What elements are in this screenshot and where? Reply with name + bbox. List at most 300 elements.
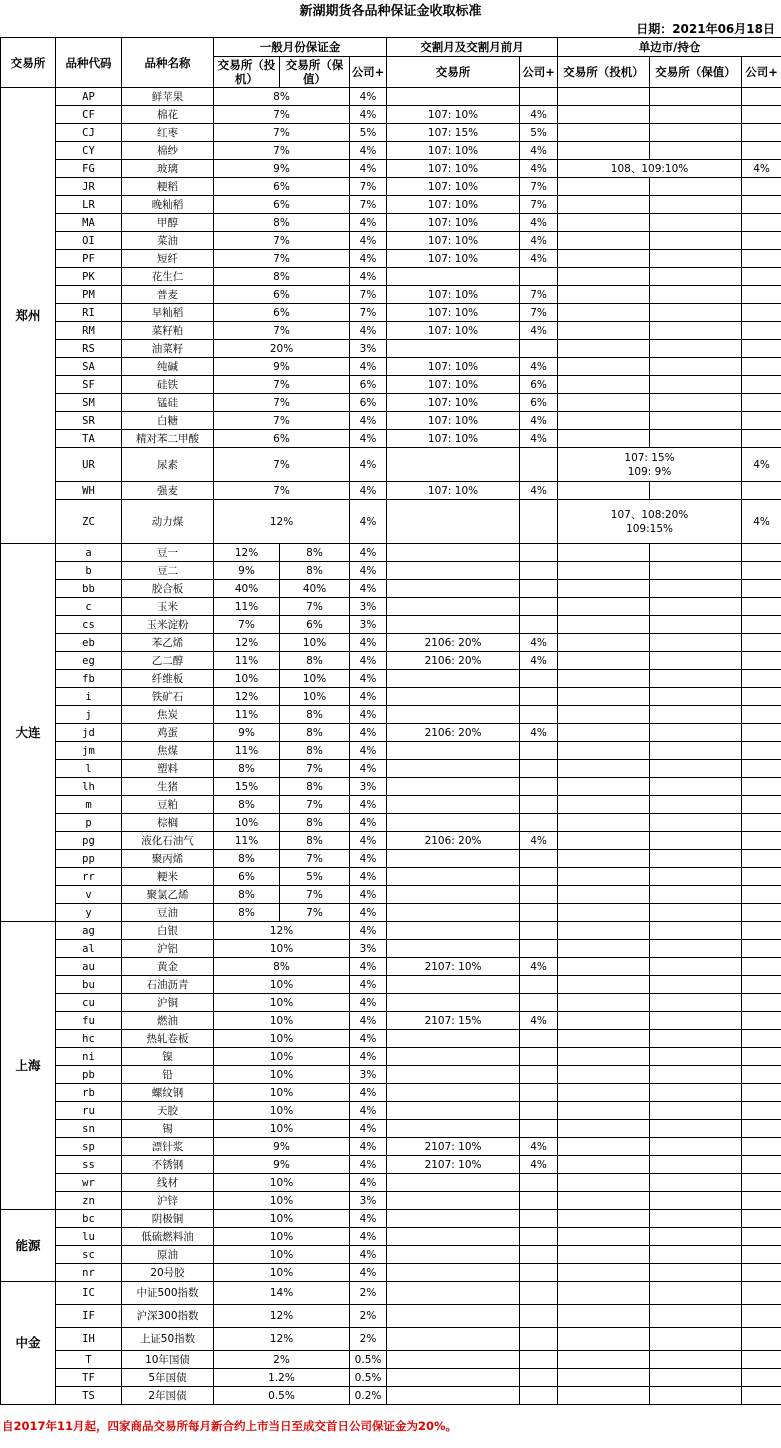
code-cell: WH xyxy=(56,482,122,500)
company-margin-cell: 4% xyxy=(350,796,387,814)
exchange-cell: 大连 xyxy=(1,544,56,922)
table-row xyxy=(1,724,781,742)
unilateral-spec-cell xyxy=(558,544,650,562)
name-cell: 镍 xyxy=(122,1048,214,1066)
table-row xyxy=(1,124,781,142)
spec-margin-cell: 12% xyxy=(214,544,280,562)
spec-margin-cell: 11% xyxy=(214,652,280,670)
delivery-company-cell xyxy=(520,88,558,106)
delivery-company-cell: 7% xyxy=(520,178,558,196)
unilateral-company-cell xyxy=(742,482,781,500)
spec-margin-cell: 11% xyxy=(214,598,280,616)
hedge-margin-cell: 7% xyxy=(280,904,350,922)
delivery-ex-cell xyxy=(387,1030,520,1048)
delivery-ex-cell: 107: 10% xyxy=(387,250,520,268)
general-margin-cell: 6% xyxy=(214,178,350,196)
unilateral-spec-cell xyxy=(558,1138,650,1156)
unilateral-company-cell xyxy=(742,1012,781,1030)
unilateral-spec-cell xyxy=(558,1102,650,1120)
general-margin-cell: 10% xyxy=(214,1228,350,1246)
unilateral-hedge-cell xyxy=(650,430,742,448)
header-code: 品种代码 xyxy=(56,38,122,88)
unilateral-company-cell xyxy=(742,1351,781,1369)
unilateral-hedge-cell xyxy=(650,616,742,634)
name-cell: 液化石油气 xyxy=(122,832,214,850)
company-margin-cell: 4% xyxy=(350,850,387,868)
unilateral-line: 109:15% xyxy=(626,522,673,535)
delivery-ex-cell xyxy=(387,868,520,886)
delivery-company-cell xyxy=(520,448,558,482)
unilateral-spec-cell xyxy=(558,832,650,850)
unilateral-spec-cell xyxy=(558,886,650,904)
table-row xyxy=(1,178,781,196)
header-ex-hedge: 交易所（保值） xyxy=(280,57,350,88)
unilateral-spec-cell xyxy=(558,1192,650,1210)
delivery-ex-cell xyxy=(387,1084,520,1102)
header-uni-ex-spec: 交易所（投机） xyxy=(558,57,650,88)
code-cell: rb xyxy=(56,1084,122,1102)
table-row xyxy=(1,742,781,760)
unilateral-company-cell xyxy=(742,1120,781,1138)
table-row xyxy=(1,634,781,652)
delivery-company-cell xyxy=(520,742,558,760)
spec-margin-cell: 9% xyxy=(214,724,280,742)
delivery-ex-cell xyxy=(387,670,520,688)
unilateral-spec-cell xyxy=(558,796,650,814)
spec-margin-cell: 15% xyxy=(214,778,280,796)
hedge-margin-cell: 8% xyxy=(280,832,350,850)
code-cell: lu xyxy=(56,1228,122,1246)
table-row xyxy=(1,544,781,562)
unilateral-company-cell xyxy=(742,940,781,958)
unilateral-spec-cell xyxy=(558,976,650,994)
code-cell: ZC xyxy=(56,500,122,544)
table-row xyxy=(1,1246,781,1264)
unilateral-spec-cell xyxy=(558,760,650,778)
unilateral-hedge-cell xyxy=(650,482,742,500)
code-cell: fu xyxy=(56,1012,122,1030)
unilateral-hedge-cell xyxy=(650,1138,742,1156)
delivery-company-cell xyxy=(520,904,558,922)
hedge-margin-cell: 8% xyxy=(280,544,350,562)
general-margin-cell: 8% xyxy=(214,214,350,232)
unilateral-spec-cell xyxy=(558,670,650,688)
general-margin-cell: 10% xyxy=(214,1210,350,1228)
table-row xyxy=(1,832,781,850)
delivery-company-cell: 4% xyxy=(520,358,558,376)
unilateral-hedge-cell xyxy=(650,1102,742,1120)
unilateral-spec-cell xyxy=(558,940,650,958)
delivery-ex-cell: 107: 10% xyxy=(387,178,520,196)
delivery-company-cell xyxy=(520,1210,558,1228)
general-margin-cell: 6% xyxy=(214,304,350,322)
delivery-ex-cell xyxy=(387,1120,520,1138)
unilateral-spec-cell xyxy=(558,1120,650,1138)
unilateral-hedge-cell xyxy=(650,1305,742,1328)
hedge-margin-cell: 8% xyxy=(280,652,350,670)
code-cell: RS xyxy=(56,340,122,358)
name-cell: 菜油 xyxy=(122,232,214,250)
delivery-company-cell: 4% xyxy=(520,958,558,976)
company-margin-cell: 4% xyxy=(350,976,387,994)
hedge-margin-cell: 8% xyxy=(280,778,350,796)
general-margin-cell: 14% xyxy=(214,1282,350,1305)
table-row xyxy=(1,340,781,358)
general-margin-cell: 7% xyxy=(214,232,350,250)
unilateral-spec-cell xyxy=(558,358,650,376)
code-cell: sn xyxy=(56,1120,122,1138)
table-row xyxy=(1,688,781,706)
unilateral-spec-cell xyxy=(558,214,650,232)
spec-margin-cell: 10% xyxy=(214,814,280,832)
delivery-ex-cell xyxy=(387,994,520,1012)
general-margin-cell: 7% xyxy=(214,376,350,394)
code-cell: CY xyxy=(56,142,122,160)
unilateral-hedge-cell xyxy=(650,634,742,652)
name-cell: 5年国债 xyxy=(122,1369,214,1387)
hedge-margin-cell: 8% xyxy=(280,706,350,724)
page-title: 新湖期货各品种保证金收取标准 xyxy=(299,4,482,19)
unilateral-hedge-cell xyxy=(650,106,742,124)
unilateral-spec-cell xyxy=(558,304,650,322)
table-row xyxy=(1,142,781,160)
code-cell: wr xyxy=(56,1174,122,1192)
unilateral-hedge-cell xyxy=(650,268,742,286)
company-margin-cell: 4% xyxy=(350,688,387,706)
unilateral-company-cell xyxy=(742,724,781,742)
code-cell: TF xyxy=(56,1369,122,1387)
unilateral-ex-cell xyxy=(558,448,742,482)
unilateral-company-cell xyxy=(742,886,781,904)
delivery-ex-cell xyxy=(387,544,520,562)
delivery-ex-cell xyxy=(387,88,520,106)
date-label: 日期：2021年06月18日 xyxy=(636,22,775,36)
delivery-company-cell: 4% xyxy=(520,106,558,124)
code-cell: sc xyxy=(56,1246,122,1264)
unilateral-company-cell xyxy=(742,232,781,250)
hedge-margin-cell: 7% xyxy=(280,598,350,616)
delivery-company-cell xyxy=(520,814,558,832)
table-row xyxy=(1,1282,781,1305)
unilateral-company-cell xyxy=(742,922,781,940)
unilateral-hedge-cell xyxy=(650,286,742,304)
hedge-margin-cell: 8% xyxy=(280,742,350,760)
table-row xyxy=(1,886,781,904)
delivery-ex-cell xyxy=(387,598,520,616)
unilateral-hedge-cell xyxy=(650,544,742,562)
table-row xyxy=(1,1387,781,1405)
delivery-company-cell xyxy=(520,1084,558,1102)
code-cell: RM xyxy=(56,322,122,340)
delivery-company-cell: 4% xyxy=(520,724,558,742)
table-row xyxy=(1,922,781,940)
delivery-company-cell xyxy=(520,616,558,634)
name-cell: 黄金 xyxy=(122,958,214,976)
name-cell: 棉花 xyxy=(122,106,214,124)
delivery-ex-cell xyxy=(387,1066,520,1084)
delivery-ex-cell: 107: 10% xyxy=(387,304,520,322)
unilateral-hedge-cell xyxy=(650,724,742,742)
name-cell: 硅铁 xyxy=(122,376,214,394)
unilateral-company-cell xyxy=(742,598,781,616)
delivery-company-cell: 4% xyxy=(520,322,558,340)
unilateral-company-cell xyxy=(742,1066,781,1084)
delivery-ex-cell xyxy=(387,1048,520,1066)
unilateral-hedge-cell xyxy=(650,652,742,670)
name-cell: 热轧卷板 xyxy=(122,1030,214,1048)
spec-margin-cell: 12% xyxy=(214,634,280,652)
unilateral-hedge-cell xyxy=(650,904,742,922)
table-row xyxy=(1,1030,781,1048)
header-uni-ex-hedge: 交易所（保值） xyxy=(650,57,742,88)
unilateral-company-cell xyxy=(742,196,781,214)
unilateral-hedge-cell xyxy=(650,850,742,868)
name-cell: 纤维板 xyxy=(122,670,214,688)
unilateral-company-cell xyxy=(742,832,781,850)
table-row xyxy=(1,1192,781,1210)
delivery-company-cell xyxy=(520,1102,558,1120)
delivery-ex-cell: 107: 10% xyxy=(387,394,520,412)
unilateral-hedge-cell xyxy=(650,994,742,1012)
general-margin-cell: 8% xyxy=(214,958,350,976)
company-margin-cell: 0.5% xyxy=(350,1369,387,1387)
unilateral-spec-cell xyxy=(558,482,650,500)
unilateral-hedge-cell xyxy=(650,670,742,688)
name-cell: 鲜苹果 xyxy=(122,88,214,106)
unilateral-hedge-cell xyxy=(650,214,742,232)
delivery-ex-cell xyxy=(387,688,520,706)
company-margin-cell: 2% xyxy=(350,1305,387,1328)
code-cell: m xyxy=(56,796,122,814)
code-cell: IC xyxy=(56,1282,122,1305)
general-margin-cell: 9% xyxy=(214,1156,350,1174)
company-margin-cell: 4% xyxy=(350,634,387,652)
code-cell: ni xyxy=(56,1048,122,1066)
delivery-ex-cell: 107: 10% xyxy=(387,376,520,394)
name-cell: 胶合板 xyxy=(122,580,214,598)
table-row xyxy=(1,1210,781,1228)
general-margin-cell: 10% xyxy=(214,940,350,958)
company-margin-cell: 4% xyxy=(350,580,387,598)
unilateral-hedge-cell xyxy=(650,1084,742,1102)
name-cell: 原油 xyxy=(122,1246,214,1264)
company-margin-cell: 4% xyxy=(350,88,387,106)
unilateral-hedge-cell xyxy=(650,340,742,358)
unilateral-hedge-cell xyxy=(650,142,742,160)
hedge-margin-cell: 10% xyxy=(280,670,350,688)
code-cell: jd xyxy=(56,724,122,742)
unilateral-hedge-cell xyxy=(650,322,742,340)
unilateral-line: 109: 9% xyxy=(627,465,672,478)
delivery-company-cell: 4% xyxy=(520,160,558,178)
general-margin-cell: 1.2% xyxy=(214,1369,350,1387)
unilateral-company-cell xyxy=(742,652,781,670)
company-margin-cell: 3% xyxy=(350,616,387,634)
table-row xyxy=(1,448,781,482)
spec-margin-cell: 11% xyxy=(214,742,280,760)
name-cell: 普麦 xyxy=(122,286,214,304)
name-cell: 豆一 xyxy=(122,544,214,562)
code-cell: eg xyxy=(56,652,122,670)
unilateral-company-cell xyxy=(742,562,781,580)
code-cell: IH xyxy=(56,1328,122,1351)
delivery-ex-cell: 2107: 10% xyxy=(387,1156,520,1174)
table-row xyxy=(1,580,781,598)
delivery-company-cell: 4% xyxy=(520,832,558,850)
unilateral-company-cell xyxy=(742,1138,781,1156)
unilateral-hedge-cell xyxy=(650,250,742,268)
company-margin-cell: 4% xyxy=(350,448,387,482)
unilateral-spec-cell xyxy=(558,1084,650,1102)
unilateral-company-cell xyxy=(742,1210,781,1228)
company-margin-cell: 4% xyxy=(350,214,387,232)
code-cell: LR xyxy=(56,196,122,214)
unilateral-hedge-cell xyxy=(650,1328,742,1351)
table-row xyxy=(1,760,781,778)
unilateral-hedge-cell xyxy=(650,922,742,940)
unilateral-spec-cell xyxy=(558,850,650,868)
general-margin-cell: 12% xyxy=(214,1305,350,1328)
general-margin-cell: 9% xyxy=(214,1138,350,1156)
name-cell: 短纤 xyxy=(122,250,214,268)
delivery-company-cell xyxy=(520,544,558,562)
delivery-ex-cell xyxy=(387,886,520,904)
unilateral-spec-cell xyxy=(558,196,650,214)
table-row xyxy=(1,1228,781,1246)
unilateral-company-cell xyxy=(742,778,781,796)
code-cell: SR xyxy=(56,412,122,430)
general-margin-cell: 10% xyxy=(214,1192,350,1210)
delivery-company-cell xyxy=(520,976,558,994)
name-cell: 中证500指数 xyxy=(122,1282,214,1305)
unilateral-company-cell xyxy=(742,688,781,706)
delivery-company-cell xyxy=(520,1066,558,1084)
spec-margin-cell: 8% xyxy=(214,904,280,922)
delivery-ex-cell: 107: 10% xyxy=(387,430,520,448)
table-row xyxy=(1,616,781,634)
name-cell: 尿素 xyxy=(122,448,214,482)
code-cell: ag xyxy=(56,922,122,940)
unilateral-company-cell xyxy=(742,1192,781,1210)
code-cell: ru xyxy=(56,1102,122,1120)
delivery-ex-cell xyxy=(387,796,520,814)
general-margin-cell: 7% xyxy=(214,124,350,142)
name-cell: 沪锌 xyxy=(122,1192,214,1210)
unilateral-hedge-cell xyxy=(650,706,742,724)
company-margin-cell: 4% xyxy=(350,412,387,430)
delivery-ex-cell: 2107: 10% xyxy=(387,1138,520,1156)
table-row xyxy=(1,214,781,232)
general-margin-cell: 10% xyxy=(214,1264,350,1282)
hedge-margin-cell: 10% xyxy=(280,634,350,652)
unilateral-spec-cell xyxy=(558,232,650,250)
delivery-company-cell xyxy=(520,1192,558,1210)
delivery-company-cell xyxy=(520,1351,558,1369)
general-margin-cell: 12% xyxy=(214,922,350,940)
company-margin-cell: 3% xyxy=(350,340,387,358)
general-margin-cell: 0.5% xyxy=(214,1387,350,1405)
delivery-company-cell: 4% xyxy=(520,1156,558,1174)
header-delivery-company: 公司+ xyxy=(520,57,558,88)
delivery-company-cell xyxy=(520,940,558,958)
general-margin-cell: 10% xyxy=(214,1012,350,1030)
company-margin-cell: 4% xyxy=(350,1138,387,1156)
hedge-margin-cell: 7% xyxy=(280,796,350,814)
unilateral-spec-cell xyxy=(558,1351,650,1369)
general-margin-cell: 7% xyxy=(214,448,350,482)
margin-table xyxy=(0,37,781,1405)
name-cell: 纯碱 xyxy=(122,358,214,376)
name-cell: 强麦 xyxy=(122,482,214,500)
code-cell: SF xyxy=(56,376,122,394)
name-cell: 焦煤 xyxy=(122,742,214,760)
name-cell: 20号胶 xyxy=(122,1264,214,1282)
name-cell: 红枣 xyxy=(122,124,214,142)
delivery-ex-cell: 2106: 20% xyxy=(387,832,520,850)
table-row xyxy=(1,598,781,616)
company-margin-cell: 4% xyxy=(350,868,387,886)
delivery-ex-cell xyxy=(387,976,520,994)
header-general: 一般月份保证金 xyxy=(214,38,387,57)
header-ex-spec: 交易所（投机） xyxy=(214,57,280,88)
delivery-company-cell: 4% xyxy=(520,652,558,670)
table-row xyxy=(1,1351,781,1369)
unilateral-hedge-cell xyxy=(650,376,742,394)
delivery-ex-cell xyxy=(387,1228,520,1246)
unilateral-spec-cell xyxy=(558,868,650,886)
exchange-cell: 中金 xyxy=(1,1282,56,1405)
unilateral-line: 107: 15% xyxy=(624,451,675,464)
hedge-margin-cell: 8% xyxy=(280,724,350,742)
delivery-company-cell xyxy=(520,688,558,706)
unilateral-company-cell: 4% xyxy=(742,160,781,178)
unilateral-hedge-cell xyxy=(650,814,742,832)
company-margin-cell: 4% xyxy=(350,1084,387,1102)
unilateral-spec-cell xyxy=(558,1210,650,1228)
code-cell: al xyxy=(56,940,122,958)
unilateral-spec-cell xyxy=(558,178,650,196)
code-cell: sp xyxy=(56,1138,122,1156)
name-cell: 沪深300指数 xyxy=(122,1305,214,1328)
delivery-company-cell: 5% xyxy=(520,124,558,142)
company-margin-cell: 0.2% xyxy=(350,1387,387,1405)
name-cell: 线材 xyxy=(122,1174,214,1192)
company-margin-cell: 4% xyxy=(350,544,387,562)
company-margin-cell: 4% xyxy=(350,1030,387,1048)
name-cell: 锰硅 xyxy=(122,394,214,412)
company-margin-cell: 2% xyxy=(350,1328,387,1351)
unilateral-line: 107、108:20% xyxy=(610,508,689,521)
name-cell: 上证50指数 xyxy=(122,1328,214,1351)
delivery-ex-cell xyxy=(387,814,520,832)
unilateral-hedge-cell xyxy=(650,412,742,430)
name-cell: 精对苯二甲酸 xyxy=(122,430,214,448)
general-margin-cell: 2% xyxy=(214,1351,350,1369)
company-margin-cell: 4% xyxy=(350,500,387,544)
unilateral-spec-cell xyxy=(558,652,650,670)
company-margin-cell: 4% xyxy=(350,562,387,580)
delivery-ex-cell xyxy=(387,706,520,724)
table-row xyxy=(1,160,781,178)
unilateral-company-cell xyxy=(742,178,781,196)
company-margin-cell: 4% xyxy=(350,814,387,832)
name-cell: 低硫燃料油 xyxy=(122,1228,214,1246)
unilateral-spec-cell xyxy=(558,1387,650,1405)
company-margin-cell: 4% xyxy=(350,1120,387,1138)
table-row xyxy=(1,1102,781,1120)
unilateral-spec-cell xyxy=(558,562,650,580)
name-cell: 燃油 xyxy=(122,1012,214,1030)
